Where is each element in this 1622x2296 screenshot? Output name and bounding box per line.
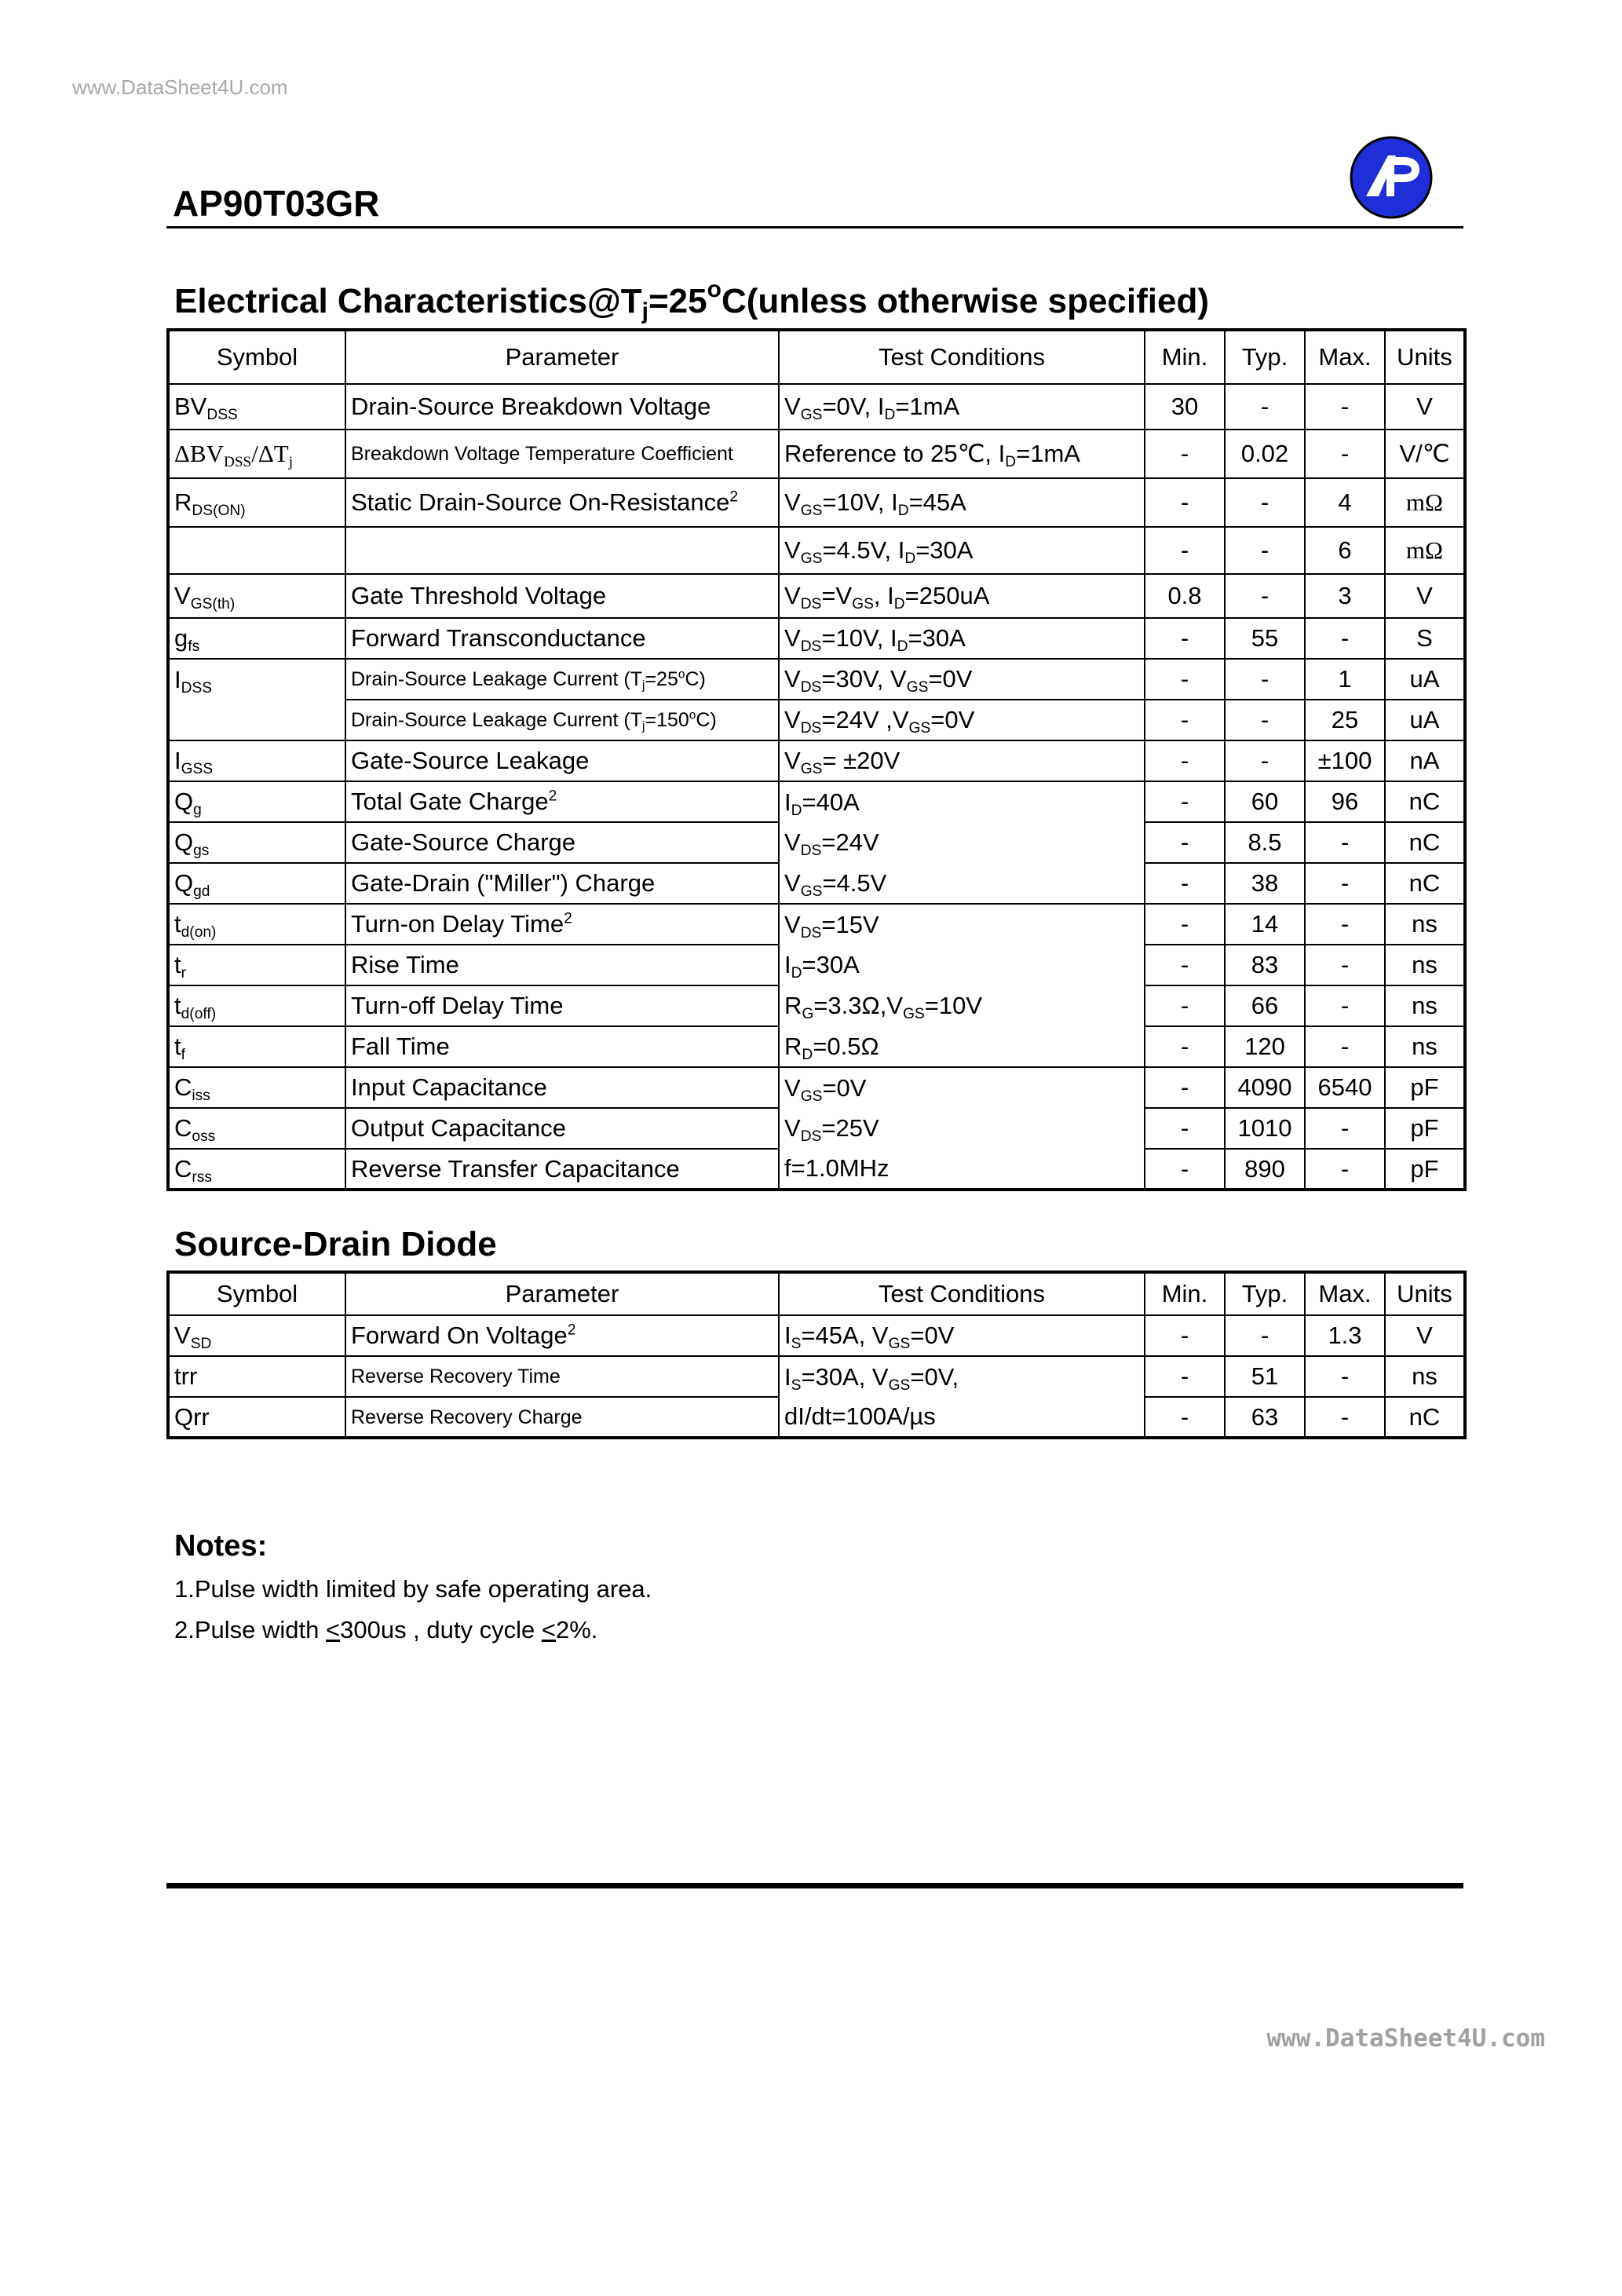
parameter-cell: Drain-Source Breakdown Voltage (345, 384, 779, 430)
typ-cell: 890 (1225, 1149, 1305, 1190)
parameter-cell: Drain-Source Leakage Current $(T_j=25^oC)$ (345, 659, 779, 700)
unit-cell: ns (1385, 985, 1465, 1026)
max-cell: 4 (1305, 478, 1385, 527)
min-cell: - (1145, 904, 1225, 945)
min-cell: - (1145, 1026, 1225, 1067)
unit-cell: ns (1385, 904, 1465, 945)
header-symbol: Symbol (168, 330, 345, 384)
condition-cell: $V_{GS}=4.5V$, $I_D=30A$ (779, 527, 1145, 574)
min-cell: - (1145, 781, 1225, 822)
header-units: Units (1385, 330, 1465, 384)
note-2: 2.Pulse width <300us , duty cycle <2%. (174, 1616, 598, 1643)
min-cell: - (1145, 700, 1225, 740)
parameter-cell: Turn-on Delay Time$^2$ (345, 904, 779, 945)
header-max: Max. (1305, 330, 1385, 384)
unit-cell: nA (1385, 740, 1465, 781)
min-cell: - (1145, 863, 1225, 904)
unit-cell: V (1385, 574, 1465, 618)
min-cell: - (1145, 1067, 1225, 1108)
max-cell: 25 (1305, 700, 1385, 740)
parameter-cell: Input Capacitance (345, 1067, 779, 1108)
table-row (168, 527, 1465, 574)
min-cell: - (1145, 1356, 1225, 1397)
max-cell: 6 (1305, 527, 1385, 574)
source-drain-diode-title: Source-Drain Diode (174, 1225, 497, 1263)
min-cell: - (1145, 985, 1225, 1026)
typ-cell: 1010 (1225, 1108, 1305, 1149)
unit-cell: pF (1385, 1108, 1465, 1149)
min-cell: - (1145, 822, 1225, 863)
min-cell: - (1145, 1315, 1225, 1356)
condition-cell: Reference to 25℃, $I_D=1mA$ (779, 430, 1145, 478)
unit-cell: ns (1385, 945, 1465, 985)
max-cell: ±100 (1305, 740, 1385, 781)
min-cell: - (1145, 1149, 1225, 1190)
unit-cell: ns (1385, 1356, 1465, 1397)
unit-cell: ns (1385, 1026, 1465, 1067)
parameter-cell: Forward On Voltage$^2$ (345, 1315, 779, 1356)
symbol-cell (168, 527, 345, 574)
min-cell: - (1145, 945, 1225, 985)
condition-cell: $I_S=30A$, $V_{GS}=0V$, (779, 1356, 1145, 1397)
unit-cell: nC (1385, 822, 1465, 863)
typ-cell: - (1225, 1315, 1305, 1356)
condition-cell: $V_{DS}=10V$, $I_D=30A$ (779, 618, 1145, 659)
header-rule (166, 226, 1463, 229)
table-row (168, 700, 1465, 740)
max-cell: - (1305, 1108, 1385, 1149)
max-cell: 1.3 (1305, 1315, 1385, 1356)
unit-cell: nC (1385, 863, 1465, 904)
table-row (168, 1026, 1465, 1067)
typ-cell: 51 (1225, 1356, 1305, 1397)
header-test-conditions: Test Conditions (779, 1272, 1145, 1315)
max-cell: - (1305, 863, 1385, 904)
typ-cell: - (1225, 527, 1305, 574)
parameter-cell: Turn-off Delay Time (345, 985, 779, 1026)
symbol-cell: $C_{oss}$ (168, 1108, 345, 1149)
table-header-row (168, 330, 1465, 384)
symbol-cell: $V_{SD}$ (168, 1315, 345, 1356)
typ-cell: 8.5 (1225, 822, 1305, 863)
header-parameter: Parameter (345, 330, 779, 384)
symbol-cell: $C_{iss}$ (168, 1067, 345, 1108)
min-cell: - (1145, 1108, 1225, 1149)
typ-cell: - (1225, 574, 1305, 618)
header-test-conditions: Test Conditions (779, 330, 1145, 384)
header-min: Min. (1145, 1272, 1225, 1315)
header-min: Min. (1145, 330, 1225, 384)
condition-cell: $V_{DS}=15V$ (779, 904, 1145, 945)
footer-rule (166, 1883, 1463, 1888)
unit-cell: nC (1385, 781, 1465, 822)
max-cell: - (1305, 1356, 1385, 1397)
condition-cell: $V_{DS}=24V$ (779, 822, 1145, 863)
table-row (168, 1108, 1465, 1149)
condition-cell: dI/dt=100A/µs (779, 1397, 1145, 1438)
max-cell: 1 (1305, 659, 1385, 700)
table-row (168, 740, 1465, 781)
condition-cell: $V_{DS}=V_{GS}$, $I_D=250uA$ (779, 574, 1145, 618)
typ-cell: - (1225, 659, 1305, 700)
max-cell: 3 (1305, 574, 1385, 618)
typ-cell: - (1225, 384, 1305, 430)
company-logo-icon (1349, 135, 1434, 220)
min-cell: 0.8 (1145, 574, 1225, 618)
max-cell: - (1305, 618, 1385, 659)
header-typ: Typ. (1225, 330, 1305, 384)
parameter-cell: Gate-Source Charge (345, 822, 779, 863)
parameter-cell: Gate Threshold Voltage (345, 574, 779, 618)
table-row (168, 574, 1465, 618)
typ-cell: - (1225, 740, 1305, 781)
typ-cell: 60 (1225, 781, 1305, 822)
table-row (168, 1149, 1465, 1190)
min-cell: - (1145, 430, 1225, 478)
typ-cell: 38 (1225, 863, 1305, 904)
unit-cell: V (1385, 384, 1465, 430)
max-cell: 96 (1305, 781, 1385, 822)
typ-cell: 83 (1225, 945, 1305, 985)
min-cell: - (1145, 659, 1225, 700)
watermark-top: www.DataSheet4U.com (72, 75, 288, 99)
symbol-cell (168, 700, 345, 740)
condition-cell: $R_G=3.3\Omega,V_{GS}=10V$ (779, 985, 1145, 1026)
parameter-cell: Reverse Recovery Charge (345, 1397, 779, 1438)
watermark-bottom: www.DataSheet4U.com (1266, 2024, 1545, 2053)
parameter-cell: Forward Transconductance (345, 618, 779, 659)
header-parameter: Parameter (345, 1272, 779, 1315)
parameter-cell: Output Capacitance (345, 1108, 779, 1149)
unit-cell: nC (1385, 1397, 1465, 1438)
unit-cell: uA (1385, 659, 1465, 700)
table-row (168, 478, 1465, 527)
parameter-cell: Gate-Drain ("Miller") Charge (345, 863, 779, 904)
table-row (168, 1067, 1465, 1108)
max-cell: - (1305, 1026, 1385, 1067)
parameter-cell: Gate-Source Leakage (345, 740, 779, 781)
typ-cell: - (1225, 700, 1305, 740)
min-cell: 30 (1145, 384, 1225, 430)
condition-cell: $V_{GS}=4.5V$ (779, 863, 1145, 904)
typ-cell: 63 (1225, 1397, 1305, 1438)
max-cell: 6540 (1305, 1067, 1385, 1108)
header-max: Max. (1305, 1272, 1385, 1315)
typ-cell: 14 (1225, 904, 1305, 945)
typ-cell: 4090 (1225, 1067, 1305, 1108)
symbol-cell: $Q_{gs}$ (168, 822, 345, 863)
symbol-cell: $g_{fs}$ (168, 618, 345, 659)
header-units: Units (1385, 1272, 1465, 1315)
parameter-cell: Breakdown Voltage Temperature Coefficient (345, 430, 779, 478)
source-drain-diode-table (166, 1270, 1467, 1439)
typ-cell: 55 (1225, 618, 1305, 659)
condition-cell: $V_{GS}=10V$, $I_D=45A$ (779, 478, 1145, 527)
parameter-cell: Rise Time (345, 945, 779, 985)
parameter-cell: Reverse Transfer Capacitance (345, 1149, 779, 1190)
max-cell: - (1305, 945, 1385, 985)
table-row (168, 945, 1465, 985)
unit-cell: V/℃ (1385, 430, 1465, 478)
parameter-cell: Total Gate Charge$^2$ (345, 781, 779, 822)
symbol-cell: $V_{GS(th)}$ (168, 574, 345, 618)
table-header-row (168, 1272, 1465, 1315)
symbol-cell: $t_{d(off)}$ (168, 985, 345, 1026)
electrical-characteristics-table (166, 328, 1467, 1191)
max-cell: - (1305, 1149, 1385, 1190)
condition-cell: $V_{GS}= \pm 20V$ (779, 740, 1145, 781)
symbol-cell: trr (168, 1356, 345, 1397)
min-cell: - (1145, 740, 1225, 781)
symbol-cell: $t_{d(on)}$ (168, 904, 345, 945)
symbol-cell: $Q_g$ (168, 781, 345, 822)
table-row (168, 822, 1465, 863)
unit-cell: pF (1385, 1149, 1465, 1190)
max-cell: - (1305, 1397, 1385, 1438)
min-cell: - (1145, 618, 1225, 659)
condition-cell: $I_D=30A$ (779, 945, 1145, 985)
condition-cell: $V_{GS}=0V$ (779, 1067, 1145, 1108)
symbol-cell: $BV_{DSS}$ (168, 384, 345, 430)
typ-cell: 0.02 (1225, 430, 1305, 478)
max-cell: - (1305, 430, 1385, 478)
condition-cell: $V_{GS}=0V$, $I_D=1mA$ (779, 384, 1145, 430)
parameter-cell: Drain-Source Leakage Current $(T_j=150^oC)$ (345, 700, 779, 740)
max-cell: - (1305, 384, 1385, 430)
table-row (168, 1356, 1465, 1397)
condition-cell: $I_D=40A$ (779, 781, 1145, 822)
header-typ: Typ. (1225, 1272, 1305, 1315)
unit-cell: S (1385, 618, 1465, 659)
symbol-cell: $t_f$ (168, 1026, 345, 1067)
header-symbol: Symbol (168, 1272, 345, 1315)
condition-cell: $I_S=45A$, $V_{GS}=0V$ (779, 1315, 1145, 1356)
max-cell: - (1305, 985, 1385, 1026)
table-row (168, 430, 1465, 478)
table-row (168, 904, 1465, 945)
electrical-characteristics-title: Electrical $Characteristics@T_j=25^oC(unless$ otherwise specified) (174, 276, 1210, 324)
notes-title: Notes: (174, 1530, 268, 1563)
condition-cell: $R_D=0.5\Omega$ (779, 1026, 1145, 1067)
parameter-cell: Fall Time (345, 1026, 779, 1067)
unit-cell: mΩ (1385, 478, 1465, 527)
min-cell: - (1145, 527, 1225, 574)
min-cell: - (1145, 1397, 1225, 1438)
table-row (168, 618, 1465, 659)
condition-cell: $V_{DS}=24V$ $,V_{GS}=0V$ (779, 700, 1145, 740)
unit-cell: V (1385, 1315, 1465, 1356)
table-row (168, 781, 1465, 822)
condition-cell: $V_{DS}=25V$ (779, 1108, 1145, 1149)
symbol-cell: $I_{DSS}$ (168, 659, 345, 700)
condition-cell: $V_{DS}=30V$, $V_{GS}=0V$ (779, 659, 1145, 700)
table-row (168, 863, 1465, 904)
condition-cell: f=1.0MHz (779, 1149, 1145, 1190)
table-row (168, 1397, 1465, 1438)
parameter-cell (345, 527, 779, 574)
symbol-cell: Qrr (168, 1397, 345, 1438)
typ-cell: 66 (1225, 985, 1305, 1026)
table-row (168, 1315, 1465, 1356)
min-cell: - (1145, 478, 1225, 527)
unit-cell: pF (1385, 1067, 1465, 1108)
max-cell: - (1305, 822, 1385, 863)
note-1: 1.Pulse width limited by safe operating area. (174, 1575, 652, 1603)
table-row (168, 384, 1465, 430)
parameter-cell: Static Drain-Source On-Resistance$^2$ (345, 478, 779, 527)
typ-cell: - (1225, 478, 1305, 527)
table-row (168, 985, 1465, 1026)
symbol-cell: $R_{DS(ON)}$ (168, 478, 345, 527)
parameter-cell: Reverse Recovery Time (345, 1356, 779, 1397)
typ-cell: 120 (1225, 1026, 1305, 1067)
symbol-cell: $I_{GSS}$ (168, 740, 345, 781)
max-cell: - (1305, 904, 1385, 945)
symbol-cell: $\Delta BV_{DSS}/\Delta T_j$ (168, 430, 345, 478)
table-row (168, 659, 1465, 700)
part-number-title: AP90T03GR (173, 183, 380, 224)
symbol-cell: $t_r$ (168, 945, 345, 985)
unit-cell: mΩ (1385, 527, 1465, 574)
symbol-cell: $Q_{gd}$ (168, 863, 345, 904)
unit-cell: uA (1385, 700, 1465, 740)
symbol-cell: $C_{rss}$ (168, 1149, 345, 1190)
